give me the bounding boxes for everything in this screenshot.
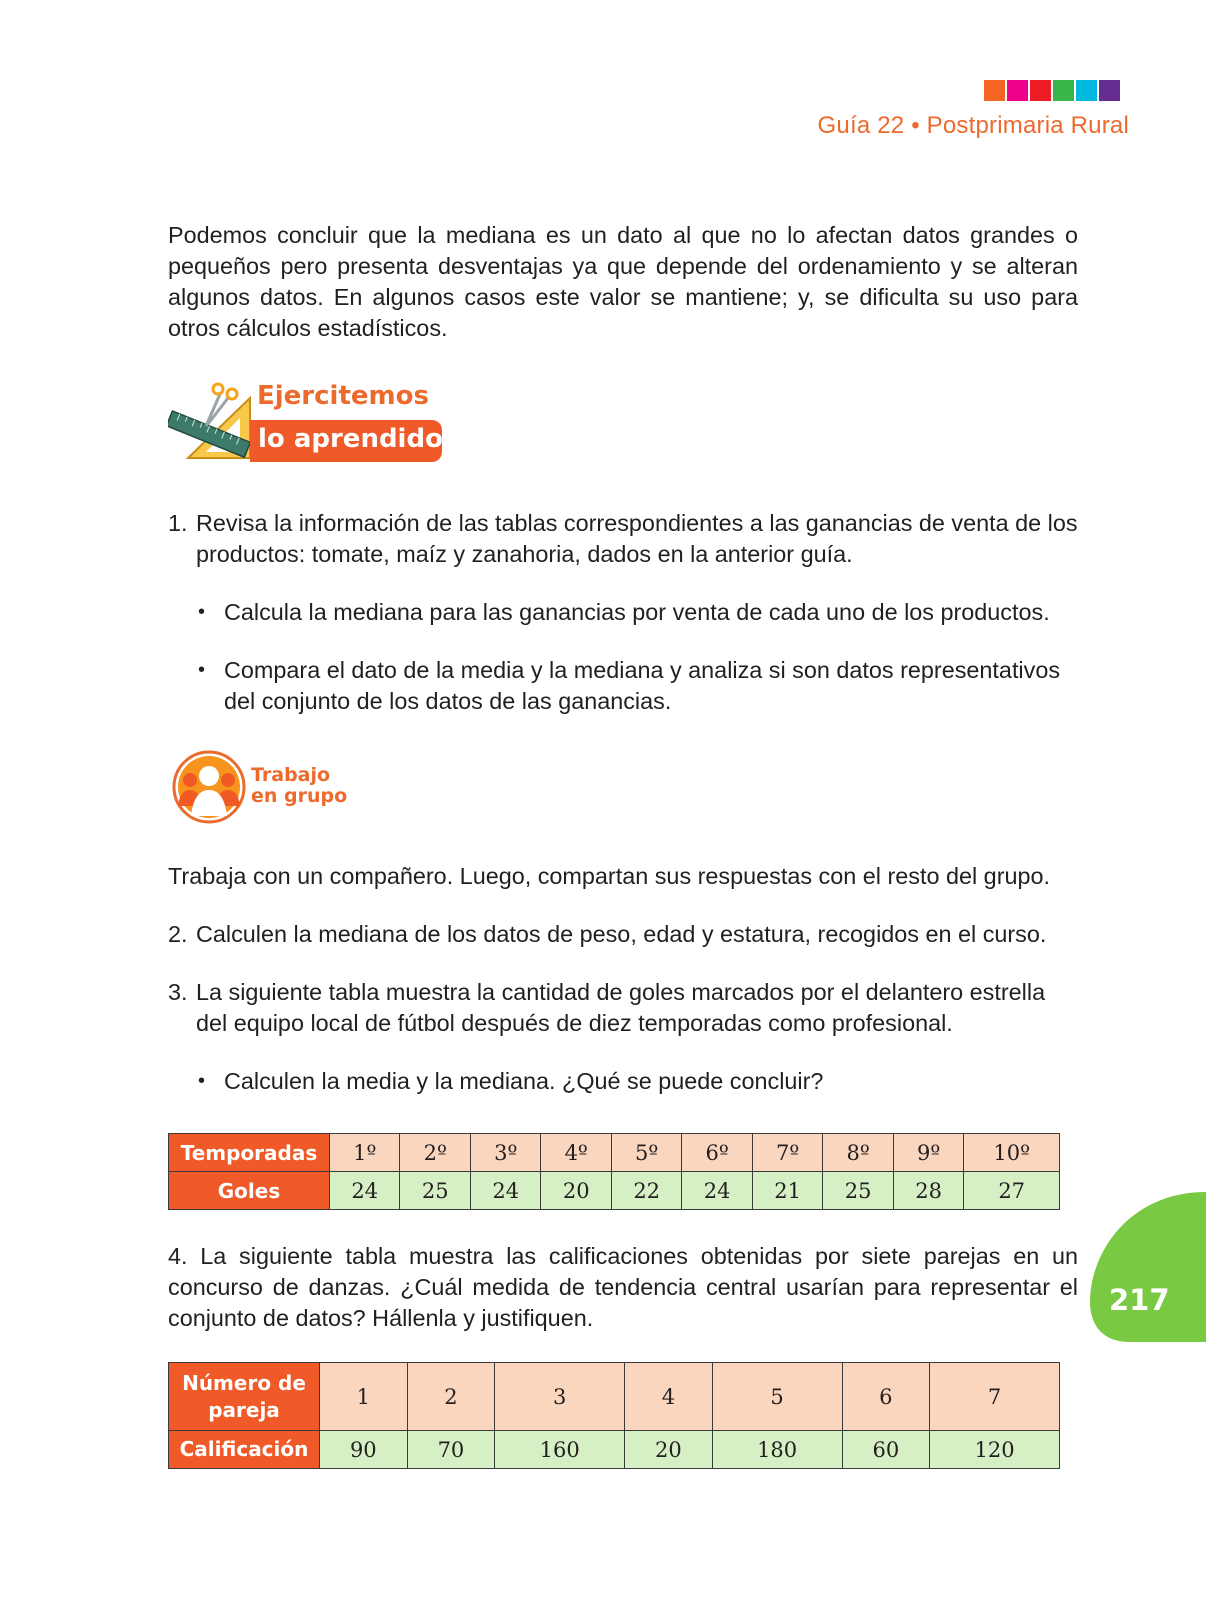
bullet-text: Calcula la mediana para las ganancias por venta de cada uno de los productos. [224, 599, 1050, 625]
score-cell: 90 [320, 1431, 408, 1469]
color-square [1099, 80, 1120, 101]
score-cell: 180 [712, 1431, 842, 1469]
season-cell: 1º [330, 1134, 400, 1172]
goals-cell: 25 [823, 1172, 893, 1210]
bullet-item [168, 655, 1081, 719]
item-text: Calculen la mediana de los datos de peso, edad y estatura, recogidos en el curso. [196, 921, 1047, 947]
season-cell: 9º [893, 1134, 963, 1172]
header-title: Guía 22 • Postprimaria Rural [817, 112, 1129, 139]
ruler-scissors-icon [168, 380, 258, 470]
season-cell: 2º [400, 1134, 470, 1172]
ejercitemos-title: Ejercitemos [257, 381, 429, 411]
header-line: pareja [208, 1397, 280, 1422]
intro-paragraph: Podemos concluir que la mediana es un dato al que no lo afectan datos grandes o pequeños pero presenta desventajas ya que depende del ordenamiento y se alteran algunos datos. En algunos casos este valor se mantiene; y, se dificulta su uso para otros cálculos estadísticos. [168, 222, 1078, 341]
color-square [1053, 80, 1074, 101]
goals-cell: 20 [541, 1172, 611, 1210]
trabajo-grupo-line2: en grupo [251, 785, 348, 807]
score-cell: 60 [842, 1431, 930, 1469]
goals-cell: 24 [330, 1172, 400, 1210]
score-cell: 120 [930, 1431, 1060, 1469]
score-cell: 160 [495, 1431, 625, 1469]
goals-cell: 24 [470, 1172, 540, 1210]
score-cell: 20 [625, 1431, 713, 1469]
header-color-squares [984, 80, 1120, 101]
goals-cell: 22 [611, 1172, 681, 1210]
season-cell: 8º [823, 1134, 893, 1172]
trabajo-paragraph: Trabaja con un compañero. Luego, compartan sus respuestas con el resto del grupo. [168, 863, 1051, 889]
pair-cell: 2 [407, 1363, 495, 1431]
season-cell: 5º [611, 1134, 681, 1172]
bullet-text: Compara el dato de la media y la mediana y analiza si son datos representativos del conjunto de los datos de las ganancias. [224, 657, 1061, 714]
pair-cell: 7 [930, 1363, 1060, 1431]
color-square [1030, 80, 1051, 101]
item-text: Revisa la información de las tablas correspondientes a las ganancias de venta de los productos: tomate, maíz y zanahoria, dados en la anterior guía. [196, 510, 1078, 567]
score-cell: 70 [407, 1431, 495, 1469]
ejercitemos-subtitle: lo aprendido [258, 424, 443, 454]
table-row-header: Temporadas [169, 1134, 330, 1172]
page-number: 217 [1109, 1283, 1170, 1317]
trabajo-grupo-label [251, 765, 347, 807]
pair-cell: 5 [712, 1363, 842, 1431]
exercise-item-1 [168, 508, 1081, 572]
scores-table [168, 1362, 1060, 1469]
exercise-item-3 [168, 977, 1081, 1041]
goals-cell: 25 [400, 1172, 470, 1210]
item-number: 2. [168, 921, 188, 947]
trabajo-grupo-line1: Trabajo [251, 764, 331, 786]
season-cell: 7º [752, 1134, 822, 1172]
bullet-dot: • [198, 659, 206, 681]
item-number: 3. [168, 979, 188, 1005]
table-row-header [169, 1363, 320, 1431]
bullet-text: Calculen la media y la mediana. ¿Qué se puede concluir? [224, 1068, 824, 1094]
goals-cell: 21 [752, 1172, 822, 1210]
bullet-item [168, 1066, 1081, 1100]
page-number-tab [1090, 1192, 1206, 1342]
season-cell: 6º [682, 1134, 752, 1172]
table-row [169, 1431, 1060, 1469]
season-cell: 10º [964, 1134, 1060, 1172]
color-square [984, 80, 1005, 101]
color-square [1007, 80, 1028, 101]
table-row [169, 1363, 1060, 1431]
table-row-header: Calificación [169, 1431, 320, 1469]
goals-cell: 27 [964, 1172, 1060, 1210]
color-square [1076, 80, 1097, 101]
bullet-dot: • [198, 601, 206, 623]
pair-cell: 1 [320, 1363, 408, 1431]
table-row [169, 1134, 1060, 1172]
header-line: Número de [182, 1370, 306, 1395]
season-cell: 3º [470, 1134, 540, 1172]
goals-cell: 28 [893, 1172, 963, 1210]
table-row-header: Goles [169, 1172, 330, 1210]
table-row [169, 1172, 1060, 1210]
bullet-dot: • [198, 1070, 206, 1092]
pair-cell: 4 [625, 1363, 713, 1431]
exercise-item-4: 4. La siguiente tabla muestra las calificaciones obtenidas por siete parejas en un concurso de danzas. ¿Cuál medida de tendencia central usarían para representar el conjunto de datos? Hállenla y justifiquen. [168, 1243, 1078, 1331]
people-group-icon [172, 750, 246, 824]
exercise-item-2 [168, 919, 1081, 953]
pair-cell: 3 [495, 1363, 625, 1431]
pair-cell: 6 [842, 1363, 930, 1431]
item-text: La siguiente tabla muestra la cantidad de goles marcados por el delantero estrella del equipo local de fútbol después de diez temporadas como profesional. [196, 979, 1046, 1036]
item-number: 1. [168, 510, 188, 536]
goals-table [168, 1133, 1060, 1210]
season-cell: 4º [541, 1134, 611, 1172]
goals-cell: 24 [682, 1172, 752, 1210]
bullet-item [168, 597, 1081, 631]
